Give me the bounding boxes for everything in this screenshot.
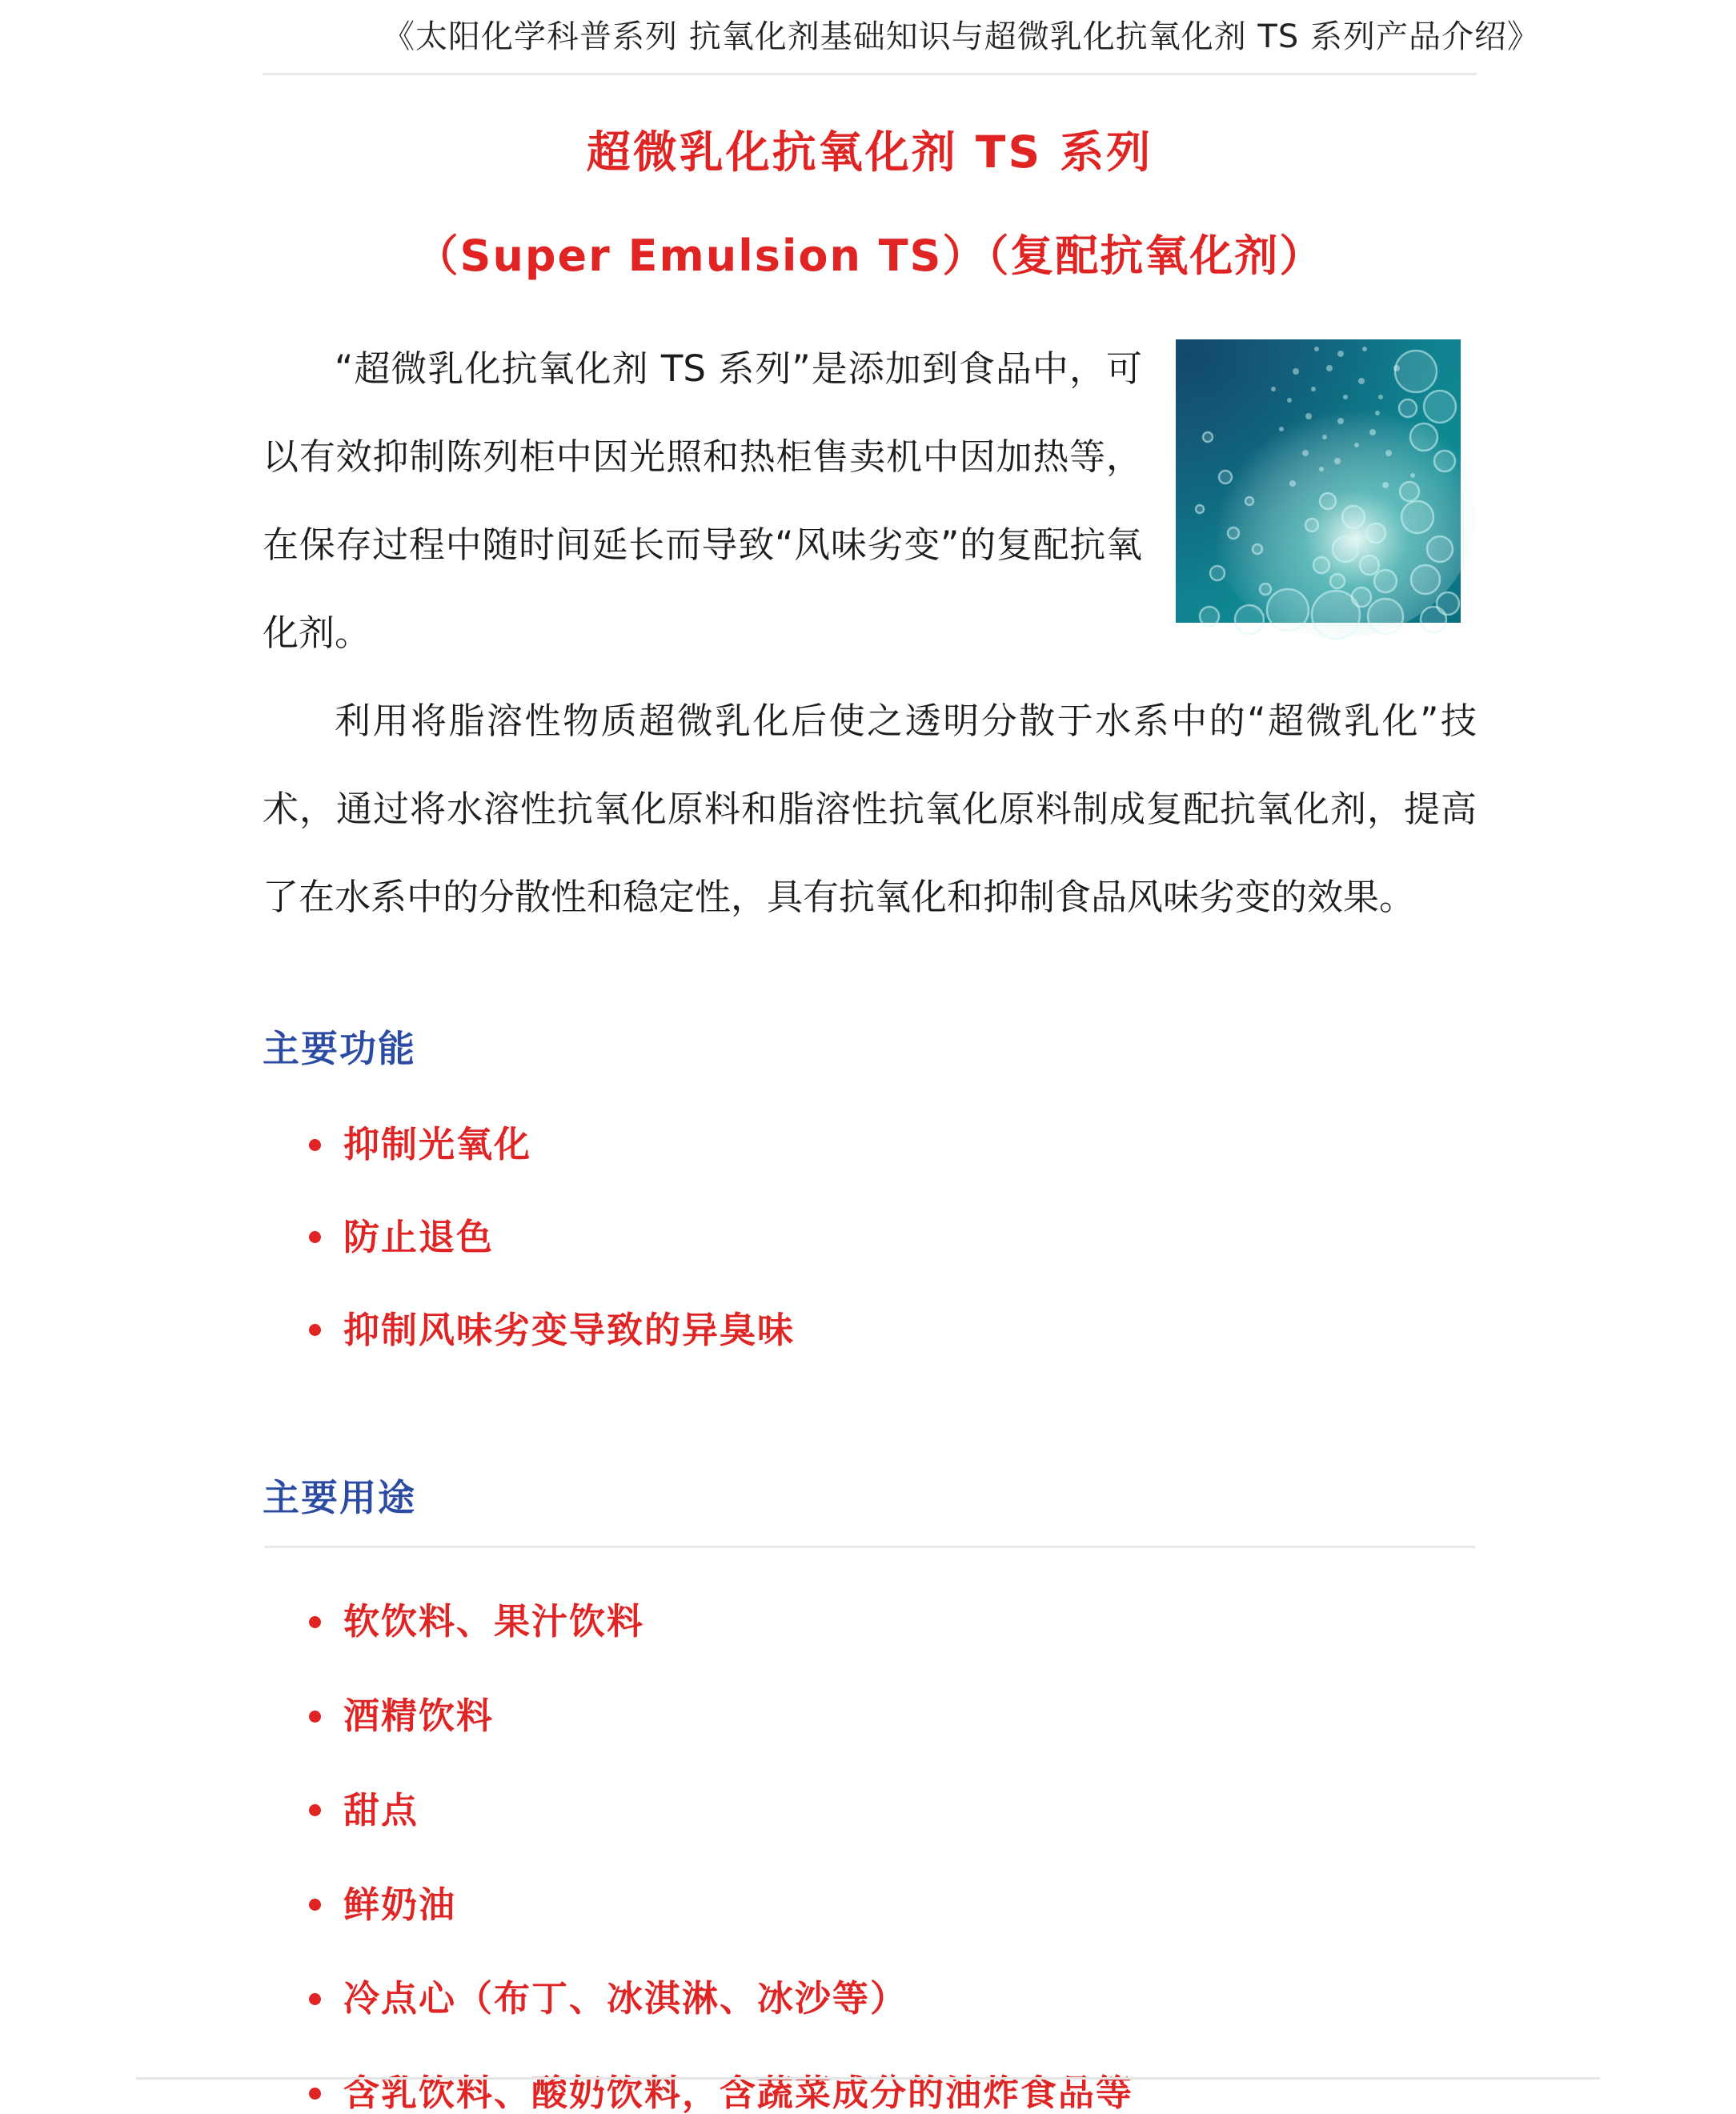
bullet-dot-icon — [309, 1993, 321, 2005]
list-item — [309, 1790, 1477, 1831]
page-subtitle: （Super Emulsion TS）（复配抗氧化剂） — [415, 231, 1325, 281]
list-item — [309, 1217, 1477, 1258]
bullet-dot-icon — [309, 1231, 321, 1243]
bullet-dot-icon — [309, 1711, 321, 1723]
uses-section — [263, 1469, 1477, 2114]
list-item-text: 抑制光氧化 — [343, 1123, 532, 1165]
bullet-dot-icon — [309, 1616, 321, 1628]
list-item-text: 冷点心（布丁、冰淇淋、冰沙等） — [343, 1977, 908, 2020]
bullet-dot-icon — [309, 1899, 321, 1911]
functions-heading: 主要功能 — [263, 1027, 416, 1070]
intro-paragraph-1: “超微乳化抗氧化剂 TS 系列”是添加到食品中，可以有效抑制陈列柜中因光照和热柜售卖机中因加热等，在保存过程中随时间延长而导致“风味劣变”的复配抗氧化剂。 — [263, 347, 1142, 654]
underwater-bubbles-photo — [1176, 339, 1461, 623]
uses-divider — [264, 1546, 1475, 1548]
underwater-bubbles-icon — [1176, 339, 1461, 623]
list-item — [309, 1884, 1477, 1926]
bullet-dot-icon — [309, 2088, 321, 2100]
uses-list — [263, 1601, 1477, 2114]
list-item-text: 软饮料、果汁饮料 — [343, 1600, 645, 1643]
list-item-text: 酒精饮料 — [343, 1695, 495, 1737]
bullet-dot-icon — [309, 1324, 321, 1336]
bullet-dot-icon — [309, 1804, 321, 1816]
functions-section — [263, 1020, 1477, 1350]
functions-list — [263, 1124, 1477, 1350]
header-divider — [263, 73, 1477, 75]
list-item — [309, 1310, 1477, 1351]
list-item-text: 含乳饮料、酸奶饮料，含蔬菜成分的油炸食品等 — [343, 2072, 1134, 2114]
list-item — [309, 1124, 1477, 1165]
document-header-title: 《太阳化学科普系列 抗氧化剂基础知识与超微乳化抗氧化剂 TS 系列产品介绍》 — [383, 18, 1540, 55]
list-item-text: 防止退色 — [343, 1215, 495, 1258]
bullet-dot-icon — [309, 1139, 321, 1151]
uses-heading: 主要用途 — [263, 1476, 416, 1520]
list-item — [309, 1601, 1477, 1643]
page-title: 超微乳化抗氧化剂 TS 系列 — [586, 126, 1153, 178]
list-item-text: 鲜奶油 — [343, 1883, 457, 1926]
list-item — [309, 1695, 1477, 1737]
intro-paragraph-2: 利用将脂溶性物质超微乳化后使之透明分散于水系中的“超微乳化”技术，通过将水溶性抗氧化原料和脂溶性抗氧化原料制成复配抗氧化剂，提高了在水系中的分散性和稳定性，具有抗氧化和抑制食品风味劣变的效果。 — [263, 700, 1477, 918]
intro-section — [263, 325, 1477, 941]
bottom-divider — [136, 2077, 1600, 2080]
list-item — [309, 1978, 1477, 2020]
list-item-text: 抑制风味劣变导致的异臭味 — [343, 1308, 796, 1351]
list-item-text: 甜点 — [343, 1788, 419, 1831]
